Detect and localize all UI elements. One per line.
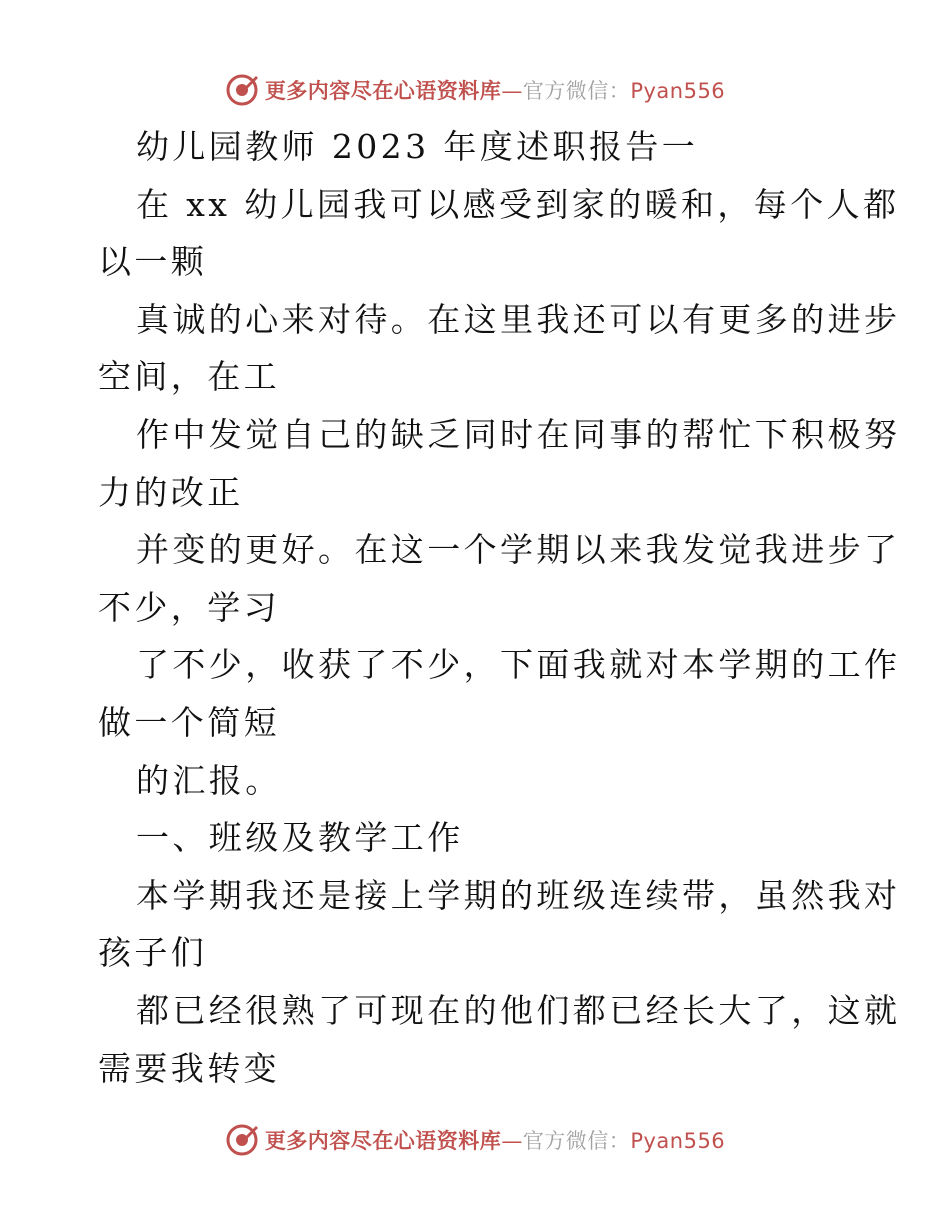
section-heading: 一、班级及教学工作 [136,818,464,858]
banner-prefix: 更多内容尽在心语资料库 [264,1129,502,1153]
pen-logo-icon [225,1123,259,1157]
text-line: 真诚的心来对待。在这里我还可以有更多的进步 [136,299,901,339]
text-line: 在 xx 幼儿园我可以感受到家的暖和，每个人都 [136,184,900,224]
footer-banner [0,1120,950,1160]
text-line: 了不少，收获了不少，下面我就对本学期的工作 [136,645,901,685]
text-line: 需要我转变 [98,1048,280,1088]
text-line: 以一颗 [98,242,208,282]
text-line: 并变的更好。在这一个学期以来我发觉我进步了 [136,530,901,570]
text-line: 的汇报。 [136,760,282,800]
text-line: 不少，学习 [98,587,280,627]
text-line: 都已经很熟了可现在的他们都已经长大了，这就 [136,990,901,1030]
banner-middle: 官方微信： [522,79,631,103]
text-line: 本学期我还是接上学期的班级连续带，虽然我对 [136,875,901,915]
banner-dash: — [501,1129,523,1153]
banner-dash: — [501,79,523,103]
text-line: 孩子们 [98,933,208,973]
banner-middle: 官方微信： [522,1129,631,1153]
footer-banner-text [265,1125,725,1155]
document-title: 幼儿园教师 2023 年度述职报告一 [136,127,699,166]
pen-logo-icon [225,73,259,107]
document-body [98,118,901,1097]
text-line: 力的改正 [98,472,244,512]
banner-account: Pyan556 [630,1129,726,1153]
banner-prefix: 更多内容尽在心语资料库 [264,79,502,103]
text-line: 作中发觉自己的缺乏同时在同事的帮忙下积极努 [136,414,901,454]
header-banner [0,70,950,110]
header-banner-text [265,75,725,105]
banner-account: Pyan556 [630,79,726,103]
text-line: 做一个简短 [98,702,280,742]
text-line: 空间，在工 [98,357,280,397]
